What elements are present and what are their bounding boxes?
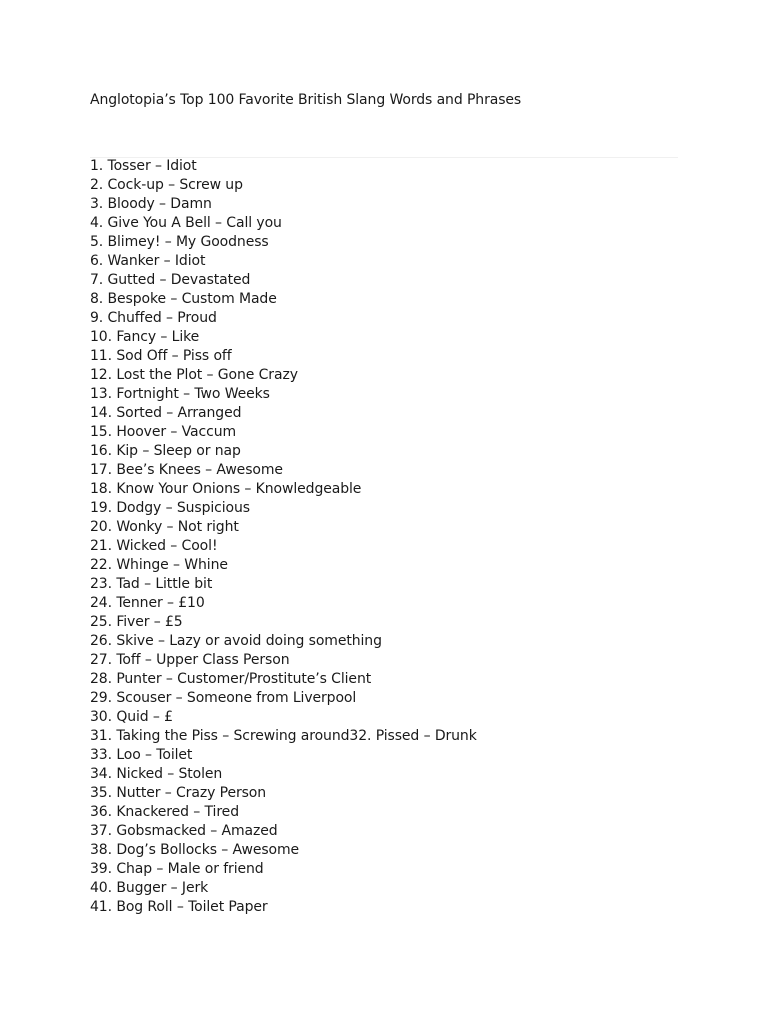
list-item: 38. Dog’s Bollocks – Awesome	[90, 842, 300, 858]
list-item: 33. Loo – Toilet	[90, 747, 193, 763]
list-item: 24. Tenner – £10	[90, 595, 205, 611]
list-item: 30. Quid – £	[90, 709, 173, 725]
list-item: 2. Cock-up – Screw up	[90, 177, 243, 193]
list-item: 10. Fancy – Like	[90, 329, 200, 345]
document-title: Anglotopia’s Top 100 Favorite British Slang Words and Phrases	[90, 92, 522, 108]
list-item: 9. Chuffed – Proud	[90, 310, 217, 326]
list-item: 28. Punter – Customer/Prostitute’s Client	[90, 671, 372, 687]
list-item: 36. Knackered – Tired	[90, 804, 239, 820]
list-item: 37. Gobsmacked – Amazed	[90, 823, 278, 839]
list-item: 13. Fortnight – Two Weeks	[90, 386, 270, 402]
list-item: 26. Skive – Lazy or avoid doing something	[90, 633, 382, 649]
list-item: 12. Lost the Plot – Gone Crazy	[90, 367, 298, 383]
list-item: 18. Know Your Onions – Knowledgeable	[90, 481, 362, 497]
list-item: 4. Give You A Bell – Call you	[90, 215, 282, 231]
list-item: 25. Fiver – £5	[90, 614, 183, 630]
list-item: 20. Wonky – Not right	[90, 519, 239, 535]
list-item: 21. Wicked – Cool!	[90, 538, 218, 554]
list-item: 39. Chap – Male or friend	[90, 861, 264, 877]
slang-list	[90, 157, 477, 917]
list-item: 40. Bugger – Jerk	[90, 880, 209, 896]
list-item: 15. Hoover – Vaccum	[90, 424, 237, 440]
list-item: 41. Bog Roll – Toilet Paper	[90, 899, 268, 915]
list-item: 35. Nutter – Crazy Person	[90, 785, 267, 801]
list-item: 34. Nicked – Stolen	[90, 766, 223, 782]
list-item: 27. Toff – Upper Class Person	[90, 652, 290, 668]
list-item: 8. Bespoke – Custom Made	[90, 291, 277, 307]
list-item: 17. Bee’s Knees – Awesome	[90, 462, 283, 478]
list-item: 23. Tad – Little bit	[90, 576, 213, 592]
list-item: 14. Sorted – Arranged	[90, 405, 242, 421]
list-item: 22. Whinge – Whine	[90, 557, 228, 573]
list-item: 11. Sod Off – Piss off	[90, 348, 232, 364]
list-item: 7. Gutted – Devastated	[90, 272, 251, 288]
list-item: 19. Dodgy – Suspicious	[90, 500, 250, 516]
list-item: 3. Bloody – Damn	[90, 196, 212, 212]
list-item: 1. Tosser – Idiot	[90, 158, 197, 174]
list-item: 29. Scouser – Someone from Liverpool	[90, 690, 357, 706]
list-item: 16. Kip – Sleep or nap	[90, 443, 241, 459]
list-item: 31. Taking the Piss – Screwing around32. Pissed – Drunk	[90, 728, 477, 744]
list-item: 5. Blimey! – My Goodness	[90, 234, 269, 250]
list-item: 6. Wanker – Idiot	[90, 253, 206, 269]
